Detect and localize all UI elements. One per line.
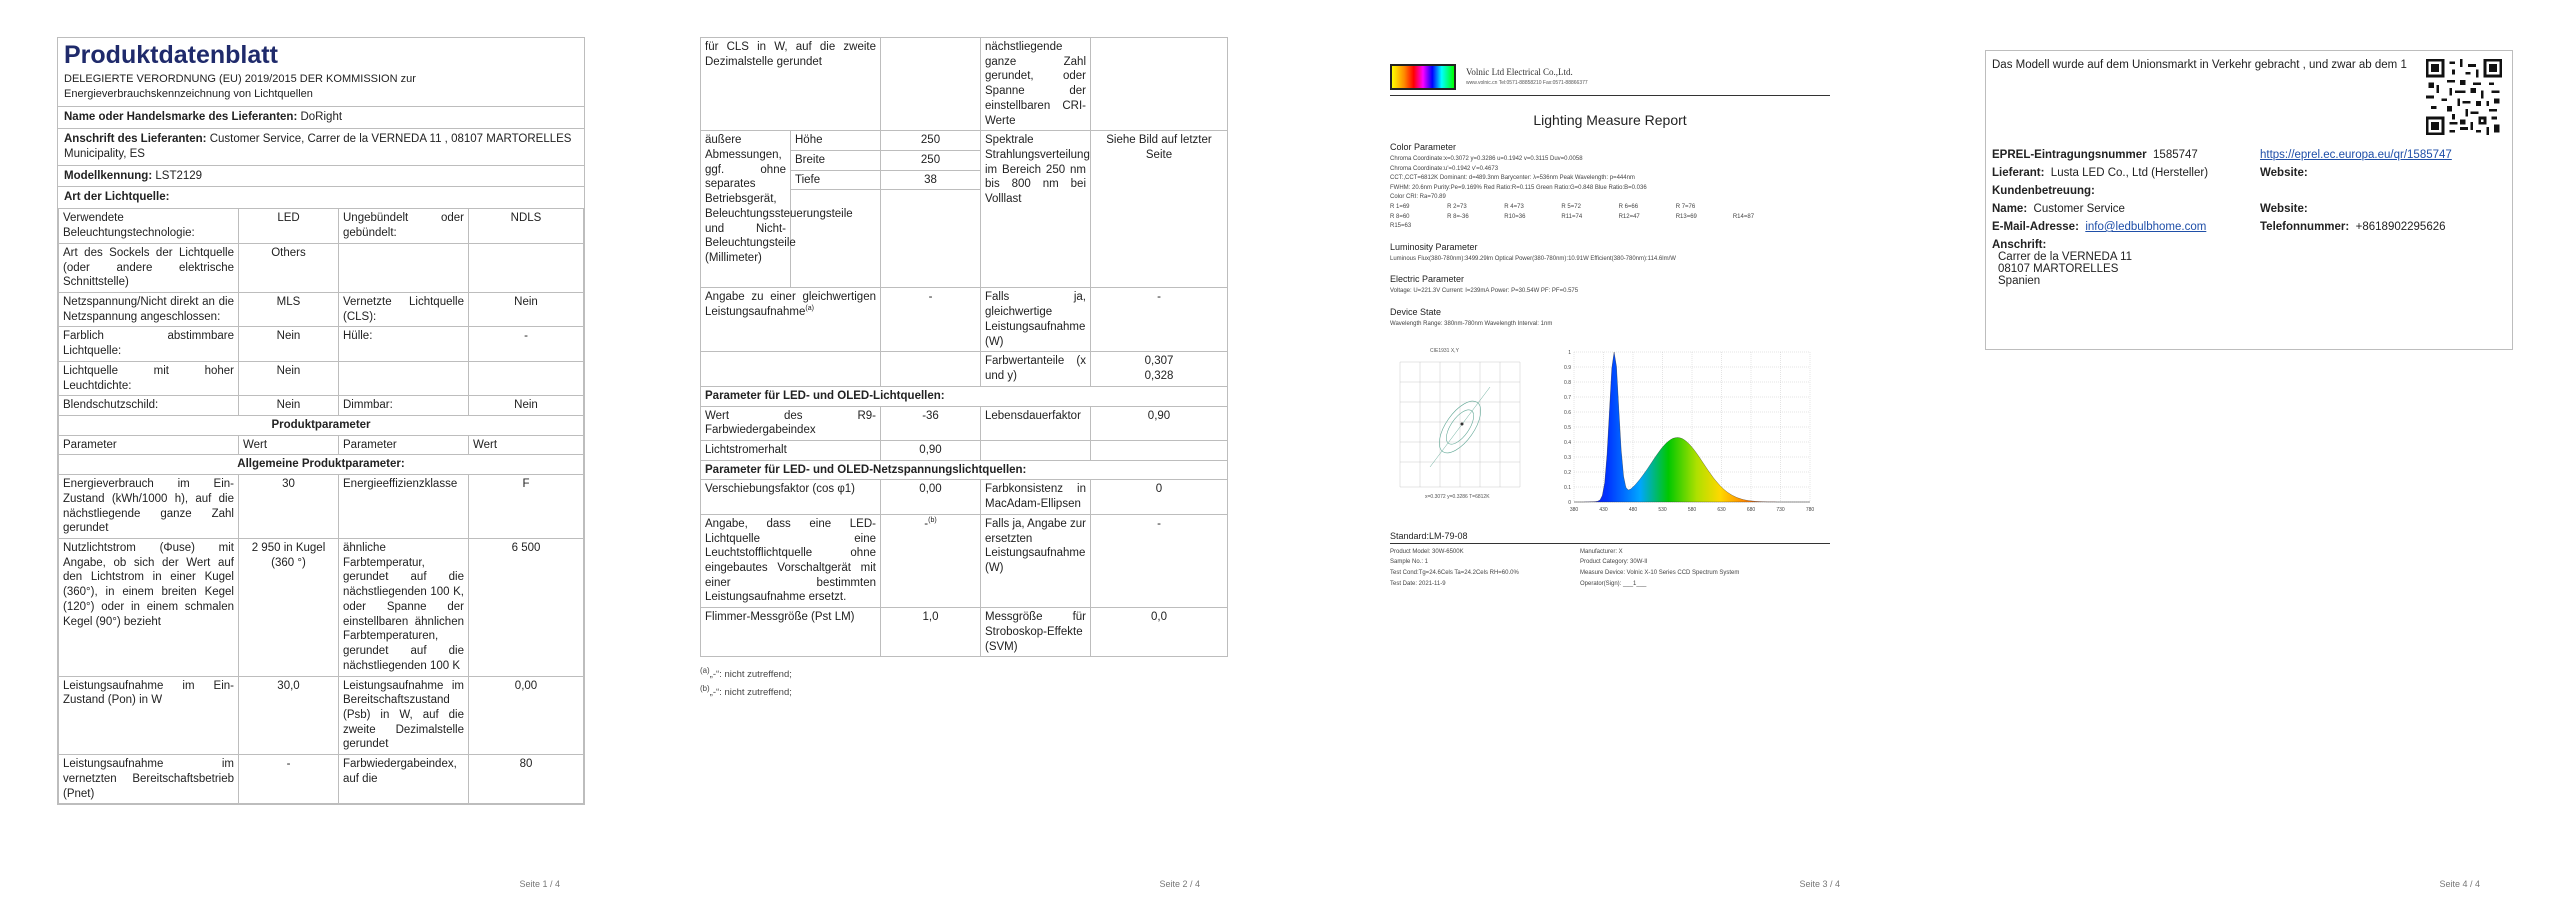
mains-params-header: Parameter für LED- und OLED-Netzspannungslichtquellen: (701, 460, 1228, 480)
phone-label: Telefonnummer: (2260, 221, 2350, 233)
page-number: Seite 4 / 4 (2439, 879, 2480, 889)
cell-label: ähnliche Farbtemperatur, gerundet auf die nächstliegenden 100 K, oder Spanne der einstellbaren ähnlichen Farbtemperaturen, gerundet auf die nächstliegenden 100 K (339, 539, 469, 676)
spectrum-y-ticks (1564, 350, 1571, 506)
general-params-header: Allgemeine Produktparameter: (59, 455, 584, 475)
column-header-row (59, 435, 584, 455)
cell-label: Lebensdauerfaktor (981, 406, 1091, 440)
meta-item: Product Model: 30W-6500K (1390, 548, 1464, 555)
phone-row (2260, 221, 2508, 233)
cie-diagram (1390, 342, 1530, 502)
contact-name-row (1992, 203, 2260, 215)
cell-label: Leistungsaufnahme im Bereitschaftszustand (Psb) in W, auf die zweite Dezimalstelle gerundet (339, 676, 469, 755)
luminosity-heading: Luminosity Parameter (1390, 241, 1478, 252)
cell-label: Dimmbar: (339, 396, 469, 416)
table-row (701, 514, 1228, 607)
cell-label: Falls ja, gleichwertige Leistungsaufnahme (W) (981, 288, 1091, 352)
cell-value: - (1091, 514, 1228, 607)
cell-label: für CLS in W, auf die zweite Dezimalstelle gerundet (701, 38, 881, 131)
table-row (701, 440, 1228, 460)
cell-label: Messgröße für Stroboskop-Effekte (SVM) (981, 608, 1091, 657)
cri-value: R 4=73 (1504, 203, 1524, 210)
website-label: Website: (2260, 167, 2308, 179)
cell-label: Verwendete Beleuchtungstechnologie: (59, 209, 239, 243)
meta-item: Test Date: 2021-11-9 (1390, 580, 1446, 587)
footnotes (700, 665, 1228, 700)
eprel-row (1992, 149, 2260, 161)
datasheet-continued (700, 37, 1228, 700)
cri-value: R14=87 (1732, 213, 1755, 220)
cell-value (469, 243, 584, 292)
cell-value: 30 (239, 475, 339, 539)
name-label: Name: (1992, 203, 2028, 215)
cri-value: R 2=73 (1447, 203, 1467, 210)
cell-value: 80 (469, 755, 584, 804)
table-row (59, 327, 584, 361)
section-header (701, 460, 1228, 480)
color-line: Chroma Coordinate:u'=0.1942 v'=0.4673 (1390, 165, 1499, 172)
cell-value: F (469, 475, 584, 539)
dim-width-value: 250 (881, 151, 981, 171)
cri-value: R 1=69 (1390, 203, 1410, 210)
y-tick-label: 0.8 (1564, 379, 1571, 386)
meta-item: Operator(Sign): ___1___ (1580, 580, 1647, 587)
cell-value: 1,0 (881, 608, 981, 657)
cri-value: R 8=60 (1390, 213, 1410, 220)
x-tick-label: 730 (1776, 506, 1785, 513)
address-line: Spanien (1998, 275, 2041, 287)
footnote-b: $^{(b)}$„-“: nicht zutreffend; (700, 683, 792, 698)
supplier-address: Customer Service, Carrer de la VERNEDA 11 , 08107 MARTORELLES Municipality, ES (64, 132, 572, 160)
meta-item: Manufacturer: X (1580, 548, 1623, 555)
regulation-subtitle: DELEGIERTE VERORDNUNG (EU) 2019/2015 DER KOMMISSION zur Energieverbrauchskennzeichnung von Lichtquellen (58, 72, 584, 107)
col-header-value: Wert (239, 435, 339, 455)
cell-label: Farbkonsistenz in MacAdam-Ellipsen (981, 480, 1091, 514)
col-header-value: Wert (469, 435, 584, 455)
y-tick-label: 0.1 (1564, 484, 1571, 491)
eprel-number: 1585747 (2153, 149, 2198, 161)
cell-value: 0,00 (881, 480, 981, 514)
light-type-row (58, 187, 584, 208)
page-4 (1920, 0, 2560, 905)
y-tick-label: 1 (1568, 349, 1571, 356)
cell-value (469, 361, 584, 395)
cie-caption: x=0.3072 y=0.3286 T=6812K (1425, 493, 1490, 500)
meta-item: Sample No.: 1 (1390, 559, 1429, 566)
supplier-info-box (1985, 50, 2513, 350)
table-row (701, 352, 1228, 386)
datasheet-header (57, 37, 585, 805)
cri-value: R 8=-36 (1447, 213, 1469, 220)
name-value: Customer Service (2033, 203, 2125, 215)
address-label: Anschrift: (1992, 239, 2047, 251)
cell-label: Blendschutzschild: (59, 396, 239, 416)
table-row (59, 539, 584, 676)
page-number: Seite 3 / 4 (1799, 879, 1840, 889)
report-title: Lighting Measure Report (1533, 112, 1687, 128)
cell-value: - (1091, 288, 1228, 352)
cell-label: Vernetzte Lichtquelle (CLS): (339, 292, 469, 326)
x-tick-label: 380 (1569, 506, 1579, 513)
footnote-a: $^{(a)}$„-“: nicht zutreffend; (700, 666, 792, 681)
equiv-label-text: Angabe zu einer gleichwertigen Leistungsaufnahme (705, 291, 876, 319)
charts-row (1390, 342, 1830, 517)
cell-value: LED (239, 209, 339, 243)
page-number: Seite 1 / 4 (519, 879, 560, 889)
y-tick-label: 0.3 (1564, 454, 1571, 461)
supplier-name: DoRight (300, 110, 343, 123)
cell-label: Leistungsaufnahme im Ein-Zustand (Pon) in W (59, 676, 239, 755)
spectral-value: Siehe Bild auf letzter Seite (1091, 131, 1228, 288)
electric-line: Voltage: U=221.3V Current: I=239mA Power: P=30.54W PF: PF=0.575 (1390, 288, 1579, 295)
chroma-x: 0,307 (1144, 355, 1174, 368)
x-tick-label: 530 (1658, 506, 1667, 513)
x-tick-label: 480 (1628, 506, 1638, 513)
y-tick-label: 0.2 (1564, 469, 1571, 476)
cell-label: Energieeffizienzklasse (339, 475, 469, 539)
cell-value: NDLS (469, 209, 584, 243)
cell-value: 0,90 (881, 440, 981, 460)
standard-label: Standard:LM-79-08 (1390, 531, 1830, 544)
cell-label: Falls ja, Angabe zur ersetzten Leistungsaufnahme (W) (981, 514, 1091, 607)
dim-width-label: Breite (791, 151, 881, 171)
chroma-value (1091, 352, 1228, 386)
cie-point (1461, 422, 1464, 425)
color-line: CCT:,CCT=6812K Dominant: d=489.3nm Barycenter: λ=536nm Peak Wavelength: p=444nm (1390, 175, 1635, 182)
cell-value: Nein (239, 361, 339, 395)
chroma-label: Farbwertanteile (x und y) (981, 352, 1091, 386)
footnote-b-text: „-“: nicht zutreffend; (709, 686, 792, 698)
cell-value: MLS (239, 292, 339, 326)
cell-value: Nein (469, 292, 584, 326)
x-tick-label: 630 (1717, 506, 1726, 513)
cell-label: Nutzlichtstrom (Φuse) mit Angabe, ob sich der Wert auf den Lichtstrom in einer Kugel (360°), in einem breiten Kegel (120°) oder in einem schmalen Kegel (90°) bezieht (59, 539, 239, 676)
supplier-name-label: Name oder Handelsmarke des Lieferanten: (64, 110, 298, 123)
company-contact: www.volnic.cn Tel:0571-88858210 Fax:0571-88866377 (1466, 80, 1588, 86)
y-tick-label: 0.9 (1564, 364, 1571, 371)
table-row (701, 38, 1228, 131)
x-tick-label: 780 (1805, 506, 1815, 513)
product-params-header: Produktparameter (59, 416, 584, 436)
cell-label: Ungebündelt oder gebündelt: (339, 209, 469, 243)
email-label: E-Mail-Adresse: (1992, 221, 2079, 233)
replace-value: - (924, 517, 929, 530)
phone-value: +8618902295626 (2355, 221, 2446, 233)
cell-label: Hülle: (339, 327, 469, 361)
cell-value: - (239, 755, 339, 804)
cri-value: R 5=72 (1561, 203, 1581, 210)
model-label: Modellkennung: (64, 169, 153, 182)
col-header-param: Parameter (339, 435, 469, 455)
datasheet-title: Produktdatenblatt (64, 41, 278, 69)
x-tick-label: 680 (1746, 506, 1756, 513)
table-row (59, 755, 584, 804)
cell-label: Energieverbrauch im Ein-Zustand (kWh/1000 h), auf die nächstliegende ganze Zahl gerundet (59, 475, 239, 539)
led-params-header: Parameter für LED- und OLED-Lichtquellen: (701, 386, 1228, 406)
cell-value: -36 (881, 406, 981, 440)
eprel-link[interactable]: https://eprel.ec.europa.eu/qr/1585747 (2260, 149, 2452, 161)
cri-values (1390, 203, 1790, 232)
cell-label: Netzspannung/Nicht direkt an die Netzspannung angeschlossen: (59, 292, 239, 326)
page-number: Seite 2 / 4 (1159, 879, 1200, 889)
table-row (59, 209, 584, 243)
y-tick-label: 0.5 (1564, 424, 1571, 431)
table-row (59, 676, 584, 755)
color-line: FWHM: 20.6nm Purity:Pe=9.169% Red Ratio:R=0.115 Green Ratio:G=0.848 Blue Ratio:B=0.036 (1390, 184, 1647, 191)
cell-value: - (469, 327, 584, 361)
eprel-label: EPREL-Eintragungsnummer (1992, 149, 2147, 161)
light-source-table (58, 208, 584, 804)
cell-label: Farbwiedergabeindex, auf die (339, 755, 469, 804)
cell-value: Nein (469, 396, 584, 416)
supplier-address-row (58, 129, 584, 166)
table-row (701, 131, 1228, 151)
footnote-ref: (b) (928, 516, 937, 524)
table-row (701, 480, 1228, 514)
table-row (701, 608, 1228, 657)
cell-value: Nein (239, 327, 339, 361)
meta-item: Test Cond:Tg=24.6Cels Ta=24.2Cels RH=60.0% (1390, 570, 1519, 577)
dim-depth-value: 38 (881, 170, 981, 190)
meta-item: Product Category: 30W-II (1580, 559, 1648, 566)
page-3 (1280, 0, 1920, 905)
x-tick-label: 580 (1687, 506, 1697, 513)
col-header-param: Parameter (59, 435, 239, 455)
table-row (59, 396, 584, 416)
supplier-grid (1992, 149, 2508, 287)
cri-value: R12=47 (1618, 213, 1640, 220)
cell-label: Angabe, dass eine LED-Lichtquelle eine Leuchtstofflichtquelle ohne eingebautes Vorschaltgerät mit einer bestimmten Leistungsaufnahme ersetzt. (701, 514, 881, 607)
luminosity-line: Luminous Flux(380-780nm):3499.29lm Optical Power(380-780nm):10.91W Efficient(380-780nm):114.6lm/W (1390, 255, 1676, 262)
y-tick-label: 0.4 (1564, 439, 1571, 446)
color-param-heading: Color Parameter (1390, 142, 1457, 152)
cri-value: R10=36 (1504, 213, 1526, 220)
address-line: 08107 MARTORELLES (1998, 263, 2119, 275)
color-line: Chroma Coordinate:x=0.3072 y=0.3286 u=0.1942 v=0.3115 Duv=0.0058 (1390, 156, 1583, 162)
cell-label: Verschiebungsfaktor (cos φ1) (701, 480, 881, 514)
page-1 (0, 0, 640, 905)
report-meta (1390, 547, 1830, 590)
cell-label: Art des Sockels der Lichtquelle (oder andere elektrische Schnittstelle) (59, 243, 239, 292)
cri-value: R 6=66 (1618, 203, 1639, 210)
table-row (701, 288, 1228, 352)
device-state-heading: Device State (1390, 306, 1442, 317)
cell-value: - (881, 288, 981, 352)
equiv-power-label (701, 288, 881, 352)
cell-value: 0,00 (469, 676, 584, 755)
company-logo-icon (1390, 64, 1456, 90)
cri-value: R13=69 (1675, 213, 1697, 220)
eprel-link-cell (2260, 149, 2508, 161)
dim-depth-label: Tiefe (791, 170, 881, 190)
dim-height-label: Höhe (791, 131, 881, 151)
cri-value: R11=74 (1561, 213, 1583, 220)
table-row (59, 475, 584, 539)
cell-value: Nein (239, 396, 339, 416)
cell-label: Farblich abstimmbare Lichtquelle: (59, 327, 239, 361)
supplier-row (1992, 167, 2260, 179)
y-tick-label: 0 (1568, 499, 1571, 506)
section-header (59, 416, 584, 436)
footnote-a-text: „-“: nicht zutreffend; (709, 669, 792, 681)
cell-label: nächstliegende ganze Zahl gerundet, oder Spanne der einstellbaren CRI-Werte (981, 38, 1091, 131)
cell-label: Leistungsaufnahme im vernetzten Bereitschaftsbetrieb (Pnet) (59, 755, 239, 804)
cri-value: R15=63 (1390, 223, 1412, 230)
dim-height-value: 250 (881, 131, 981, 151)
customer-service-label: Kundenbetreuung: (1992, 185, 2095, 197)
cell-label: Flimmer-Messgröße (Pst LM) (701, 608, 881, 657)
supplier-name-row (58, 107, 584, 129)
supplier-label: Lieferant: (1992, 167, 2045, 179)
footnote-ref: (a) (805, 305, 814, 313)
table-row (59, 243, 584, 292)
address-line: Carrer de la VERNEDA 11 (1998, 251, 2133, 263)
params-table-continued (700, 37, 1228, 657)
spectrum-chart (1560, 342, 1820, 517)
cell-value (881, 514, 981, 607)
cri-value: R 7=76 (1675, 203, 1696, 210)
cell-label: Wert des R9-Farbwiedergabeindex (701, 406, 881, 440)
cell-label (339, 243, 469, 292)
cell-value: Others (239, 243, 339, 292)
model-row (58, 166, 584, 188)
cell-value: 2 950 in Kugel (360 °) (239, 539, 339, 676)
model-id: LST2129 (155, 169, 203, 182)
light-type-label: Art der Lichtquelle: (64, 191, 170, 204)
page-2 (640, 0, 1280, 905)
spectral-label: Spektrale Strahlungsverteilung im Bereich 250 nm bis 800 nm bei Volllast (981, 131, 1091, 288)
spectrum-x-ticks (1570, 507, 1815, 513)
qr-code-icon[interactable] (2426, 59, 2502, 135)
report-header (1390, 62, 1830, 96)
cie-grid (1400, 362, 1520, 487)
lighting-report (1390, 62, 1830, 590)
supplier-value: Lusta LED Co., Ltd (Hersteller) (2050, 167, 2209, 179)
email-row (1992, 221, 2260, 233)
dimensions-label: äußere Abmessungen, ggf. ohne separates Betriebsgerät, Beleuchtungssteuerungsteile und Nicht-Beleuchtungsteile (Millimeter) (701, 131, 791, 288)
cell-value: 6 500 (469, 539, 584, 676)
cell-value: 0,0 (1091, 608, 1228, 657)
website-label-2: Website: (2260, 203, 2308, 215)
supplier-address-label: Anschrift des Lieferanten: (64, 132, 207, 145)
table-row (59, 292, 584, 326)
table-row (701, 406, 1228, 440)
y-tick-label: 0.7 (1564, 394, 1571, 401)
company-name: Volnic Ltd Electrical Co.,Ltd. (1466, 67, 1573, 77)
market-intro: Das Modell wurde auf dem Unionsmarkt in Verkehr gebracht , und zwar ab dem 1 (1992, 59, 2407, 71)
cell-label: Lichtstromerhalt (701, 440, 881, 460)
chroma-y: 0,328 (1144, 370, 1174, 383)
device-state-line: Wavelength Range: 380nm-780nm Wavelength Interval: 1nm (1390, 320, 1553, 327)
electric-heading: Electric Parameter (1390, 274, 1465, 285)
cell-value: 30,0 (239, 676, 339, 755)
section-header (59, 455, 584, 475)
cie-title: CIE1931 X,Y (1430, 347, 1459, 354)
cell-value: 0,90 (1091, 406, 1228, 440)
table-row (59, 361, 584, 395)
cell-label: Lichtquelle mit hoher Leuchtdichte: (59, 361, 239, 395)
color-line: Color CRI: Ra=70.89 (1390, 194, 1446, 201)
section-header (701, 386, 1228, 406)
email-link[interactable]: info@ledbulbhome.com (2085, 221, 2207, 233)
cell-value: 0 (1091, 480, 1228, 514)
meta-item: Measure Device: Volnic X-10 Series CCD Spectrum System (1580, 570, 1740, 577)
y-tick-label: 0.6 (1564, 409, 1571, 416)
cell-label (339, 361, 469, 395)
x-tick-label: 430 (1599, 506, 1608, 513)
address-block (1992, 239, 2260, 287)
